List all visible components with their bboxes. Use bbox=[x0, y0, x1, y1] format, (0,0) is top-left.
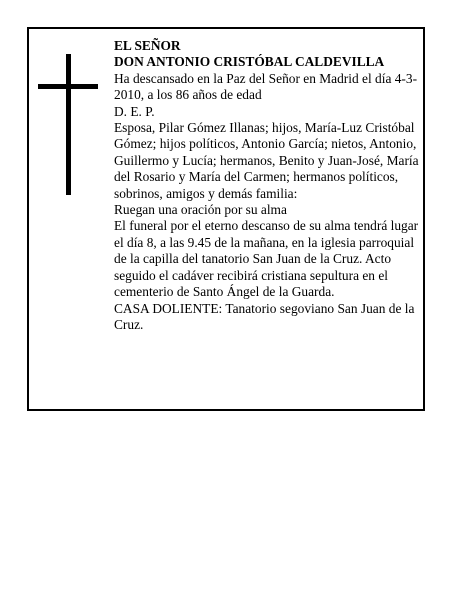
cross-vertical-bar bbox=[66, 54, 71, 195]
announcement: Ha descansado en la Paz del Señor en Madrid el día 4-3-2010, a los 86 años de edad bbox=[114, 70, 418, 103]
honorific: EL SEÑOR bbox=[114, 38, 181, 53]
cross-horizontal-bar bbox=[38, 84, 98, 89]
dep: D. E. P. bbox=[114, 103, 155, 119]
casa-doliente: CASA DOLIENTE: Tanatorio segoviano San Juan de la Cruz. bbox=[114, 300, 415, 332]
deceased-name: DON ANTONIO CRISTÓBAL CALDEVILLA bbox=[114, 54, 385, 70]
funeral-details: El funeral por el eterno descanso de su alma tendrá lugar el día 8, a las 9.45 de la mañana, en la iglesia parroquial de la capilla del tanatorio San Juan de la Cruz. Acto seguido el cadáver recibirá cristiana sepultura en el cementerio de Santo Ángel de la Guarda. bbox=[114, 218, 419, 300]
obituary-text bbox=[114, 38, 423, 333]
family-list: Esposa, Pilar Gómez Illanas; hijos, María-Luz Cristóbal Gómez; hijos políticos, Antonio García; nietos, Antonio, Guillermo y Lucía; hermanos, Benito y Juan-José, María del Rosario y María del Carmen; hermanos políticos, sobrinos, amigos y demás familia: bbox=[114, 120, 419, 201]
prayer-request: Ruegan una oración por su alma bbox=[114, 202, 287, 218]
